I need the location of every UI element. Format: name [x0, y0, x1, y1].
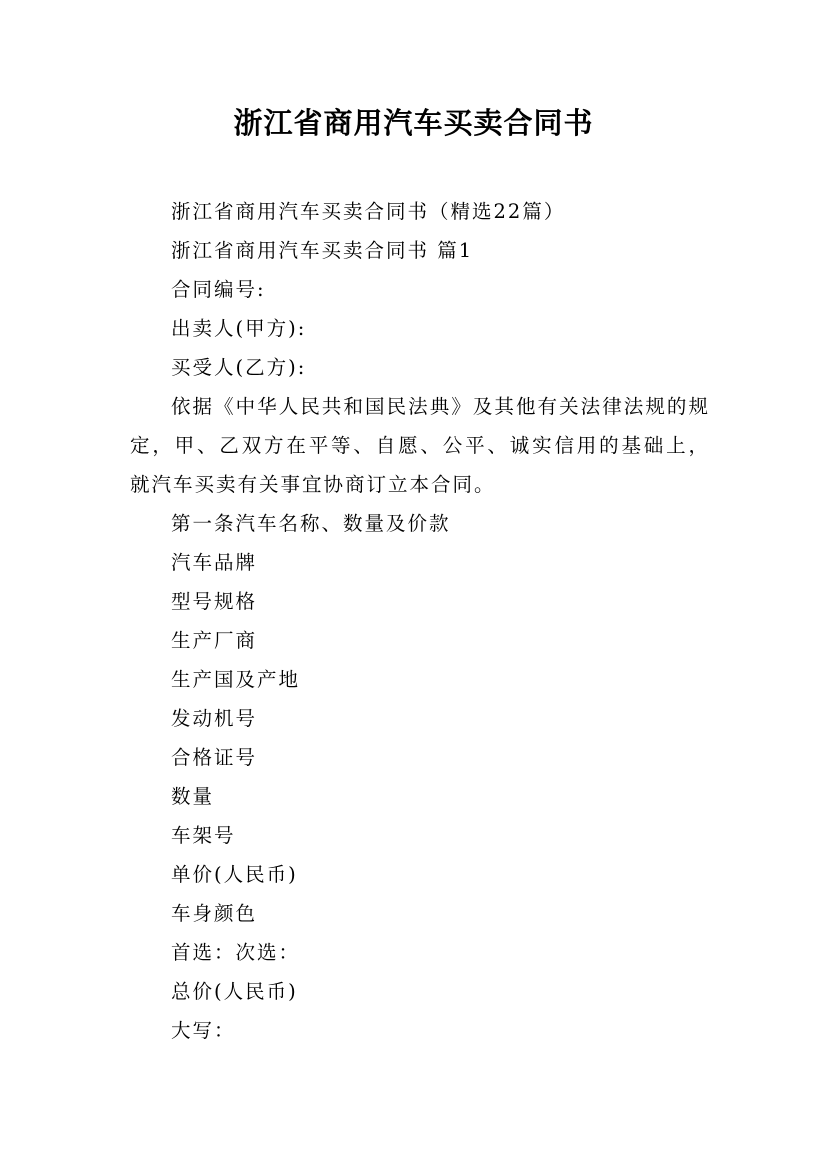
- paragraph-unit-price: 单价(人民币): [171, 863, 298, 886]
- paragraph-body-color: 车身颜色: [171, 902, 258, 925]
- document-title: 浙江省商用汽车买卖合同书: [233, 106, 594, 140]
- paragraph-color-choice: 首选：次选：: [171, 941, 301, 964]
- paragraph-legal-basis: 依据《中华人民共和国民法典》及其他有关法律法规的规定，甲、乙双方在平等、自愿、公平、诚实信用的基础上，就汽车买卖有关事宜协商订立本合同。: [130, 395, 710, 496]
- paragraph-collection-title: 浙江省商用汽车买卖合同书（精选22篇）: [171, 200, 566, 223]
- paragraph-contract-number: 合同编号:: [171, 278, 266, 301]
- paragraph-seller: 出卖人(甲方):: [171, 317, 307, 340]
- paragraph-total-price: 总价(人民币): [171, 980, 298, 1003]
- paragraph-manufacturer: 生产厂商: [171, 629, 258, 652]
- paragraph-frame-number: 车架号: [171, 824, 236, 847]
- paragraph-country-origin: 生产国及产地: [171, 668, 301, 691]
- paragraph-vehicle-brand: 汽车品牌: [171, 551, 258, 574]
- paragraph-section-heading: 浙江省商用汽车买卖合同书 篇1: [171, 239, 474, 262]
- paragraph-amount-in-words: 大写：: [171, 1019, 236, 1042]
- paragraph-model-spec: 型号规格: [171, 590, 258, 613]
- paragraph-buyer: 买受人(乙方):: [171, 356, 307, 379]
- paragraph-quantity: 数量: [171, 785, 215, 808]
- paragraph-certificate-number: 合格证号: [171, 746, 258, 769]
- paragraph-engine-number: 发动机号: [171, 707, 258, 730]
- document-body: [130, 192, 710, 1050]
- paragraph-article-one-heading: 第一条汽车名称、数量及价款: [171, 512, 451, 535]
